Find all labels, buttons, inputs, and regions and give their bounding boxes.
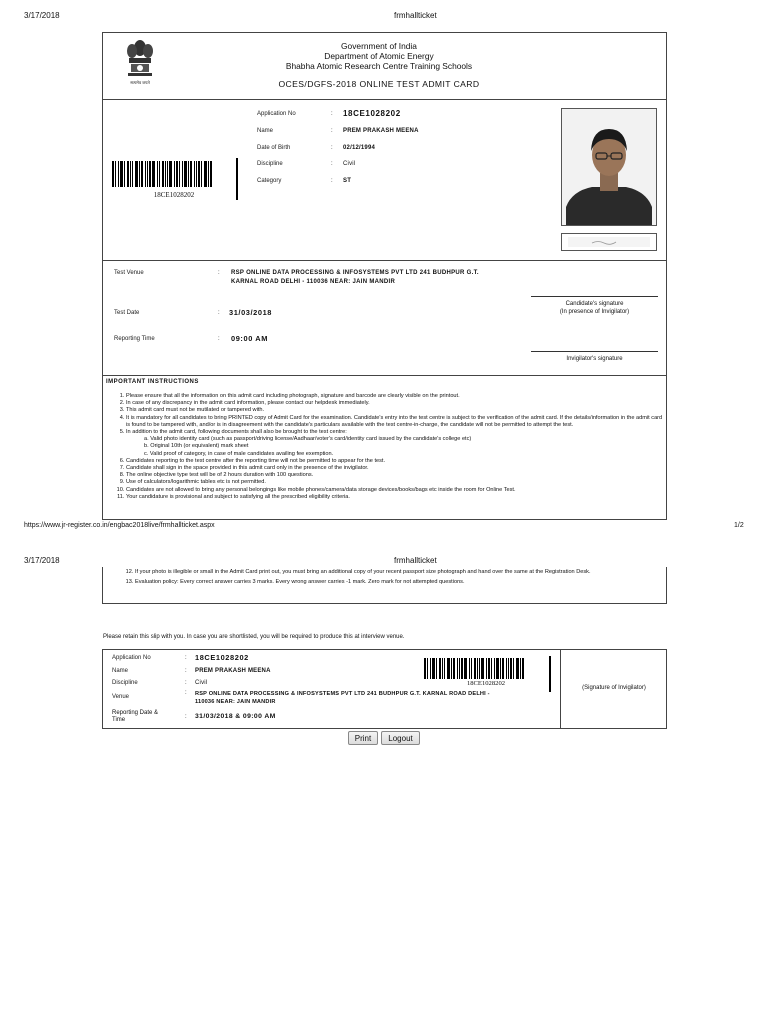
application-no-label: Application No — [257, 111, 296, 117]
candidate-photo — [562, 109, 656, 225]
instruction-item: 11. Your candidature is provisional and subject to satisfying all the prescribed eligibility criteria. — [126, 494, 664, 501]
logout-button[interactable]: Logout — [381, 731, 420, 745]
emblem-logo — [122, 36, 158, 92]
instruction-item: 9. Use of calculators/logarithmic tables etc is not permitted. — [126, 479, 664, 486]
org-header — [230, 41, 528, 71]
slip-datetime-value: 31/03/2018 & 09:00 AM — [195, 713, 276, 720]
instruction-item: 5. In addition to the admit card, following documents shall also be brought to the test centre: — [126, 429, 664, 436]
barcode — [112, 161, 236, 187]
candidate-signature-label: Candidate's signature (In presence of Invigilator) — [559, 301, 630, 315]
slip-note: Please retain this slip with you. In case you are shortlisted, you will be required to produce this at interview venue. — [103, 634, 405, 640]
instructions-continued — [102, 567, 667, 604]
discipline-label: Discipline — [257, 161, 283, 167]
candidate-signature-box — [561, 233, 657, 251]
test-date-value: 31/03/2018 — [229, 308, 272, 317]
test-venue-value: RSP ONLINE DATA PROCESSING & INFOSYSTEMS PVT LTD 241 BUDHPUR G.T. KARNAL ROAD DELHI - 110036 NEAR: JAIN MANDIR — [231, 270, 479, 285]
dob-label: Date of Birth — [257, 145, 291, 151]
dob-value: 02/12/1994 — [343, 145, 376, 151]
instruction-item: 2. In case of any discrepancy in the admit card information, please contact our helpdesk immediately. — [126, 400, 664, 407]
instruction-item: 8. The online objective type test will be of 2 hours duration with 100 questions. — [126, 472, 664, 479]
slip-discipline-label: Discipline — [112, 680, 138, 686]
slip-invigilator-signature: (Signature of Invigilator) — [582, 685, 646, 691]
instructions-heading: IMPORTANT INSTRUCTIONS — [106, 379, 199, 385]
org-line-2: Department of Atomic Energy — [324, 51, 434, 61]
instruction-item: 4. It is mandatory for all candidates to bring PRINTED copy of Admit Card for the examination. Candidate's entry into the test centre is subject to the verification of the admit card. If the details/information in the admit card is found to be tampered with, and/or is in disagreement with the candidate's particulars available with the test centre-in-charge, the candidate will not be permitted to attempt the test. — [126, 415, 664, 429]
application-no-value: 18CE1028202 — [343, 109, 401, 118]
invigilator-signature-label: Invigilator's signature — [566, 356, 623, 362]
candidate-signature — [562, 234, 656, 250]
instruction-item: 3. This admit card must not be mutilated or tampered with. — [126, 407, 664, 414]
print-date-page2: 3/17/2018 — [24, 556, 60, 565]
instruction-subitem: a. Valid photo identity card (such as passport/driving license/Aadhaar/voter's card/identity card issued by the candidate's college etc) — [144, 436, 472, 443]
discipline-value: Civil — [343, 161, 356, 167]
print-title: frmhallticket — [394, 11, 437, 20]
print-title-page2: frmhallticket — [394, 556, 437, 565]
test-venue-label: Test Venue — [114, 270, 144, 276]
org-line-3: Bhabha Atomic Research Centre Training Schools — [285, 61, 473, 71]
category-value: ST — [343, 178, 352, 184]
slip-discipline-value: Civil — [195, 680, 208, 686]
print-date: 3/17/2018 — [24, 11, 60, 20]
slip-venue-label: Venue — [112, 694, 130, 700]
instruction-item: 1. Please ensure that all the information on this admit card including photograph, signature and barcode are clearly visible on the printout. — [126, 393, 664, 400]
name-value: PREM PRAKASH MEENA — [343, 128, 419, 134]
slip-datetime-label: Reporting Date & Time — [112, 710, 159, 723]
instruction-item: 12. If your photo is illegible or small in the Admit Card print out, you must bring an additional copy of your recent passport size photograph and hand over the same at the Registration Desk. — [135, 569, 658, 576]
instructions-list — [98, 393, 664, 501]
slip-barcode-text: 18CE1028202 — [466, 680, 506, 687]
instruction-subitem: b. Original 10th (or equivalent) mark sheet — [144, 443, 249, 450]
test-date-label: Test Date — [114, 310, 140, 316]
slip-name-label: Name — [112, 668, 129, 674]
footer-page-number: 1/2 — [734, 522, 744, 529]
reporting-time-label: Reporting Time — [114, 336, 155, 342]
slip-application-no-value: 18CE1028202 — [195, 653, 249, 662]
slip-barcode — [424, 658, 548, 679]
category-label: Category — [257, 178, 282, 184]
candidate-photo-frame — [561, 108, 657, 226]
instruction-item: 13. Evaluation policy: Every correct answer carries 3 marks. Every wrong answer carries -1 mark. Zero mark for not attempted questions. — [135, 579, 658, 586]
emblem-caption: सत्यमेव जयते — [130, 80, 150, 85]
org-line-1: Government of India — [341, 41, 417, 51]
slip-name-value: PREM PRAKASH MEENA — [195, 668, 271, 674]
instruction-item: 7. Candidate shall sign in the space provided in this admit card only in the presence of the invigilator. — [126, 465, 664, 472]
instruction-subitem: c. Valid proof of category, in case of male candidates availing fee exemption. — [144, 450, 334, 457]
barcode-text: 18CE1028202 — [153, 191, 195, 199]
footer-url: https://www.jr-register.co.in/engbac2018live/frmhallticket.aspx — [24, 522, 215, 529]
slip-application-no-label: Application No — [112, 655, 151, 661]
instruction-item: 10. Candidates are not allowed to bring any personal belongings like mobile phones/camera/data storage devices/books/bags etc inside the room for Online Test. — [126, 487, 664, 494]
name-label: Name — [257, 128, 274, 134]
reporting-time-value: 09:00 AM — [231, 334, 268, 343]
instruction-item: 6. Candidates reporting to the test centre after the reporting time will not be permitted to appear for the test. — [126, 458, 664, 465]
slip-venue-value: RSP ONLINE DATA PROCESSING & INFOSYSTEMS PVT LTD 241 BUDHPUR G.T. KARNAL ROAD DELHI - 110036 NEAR: JAIN MANDIR — [195, 691, 490, 705]
print-button[interactable]: Print — [348, 731, 378, 745]
card-title: OCES/DGFS-2018 ONLINE TEST ADMIT CARD — [278, 79, 480, 89]
